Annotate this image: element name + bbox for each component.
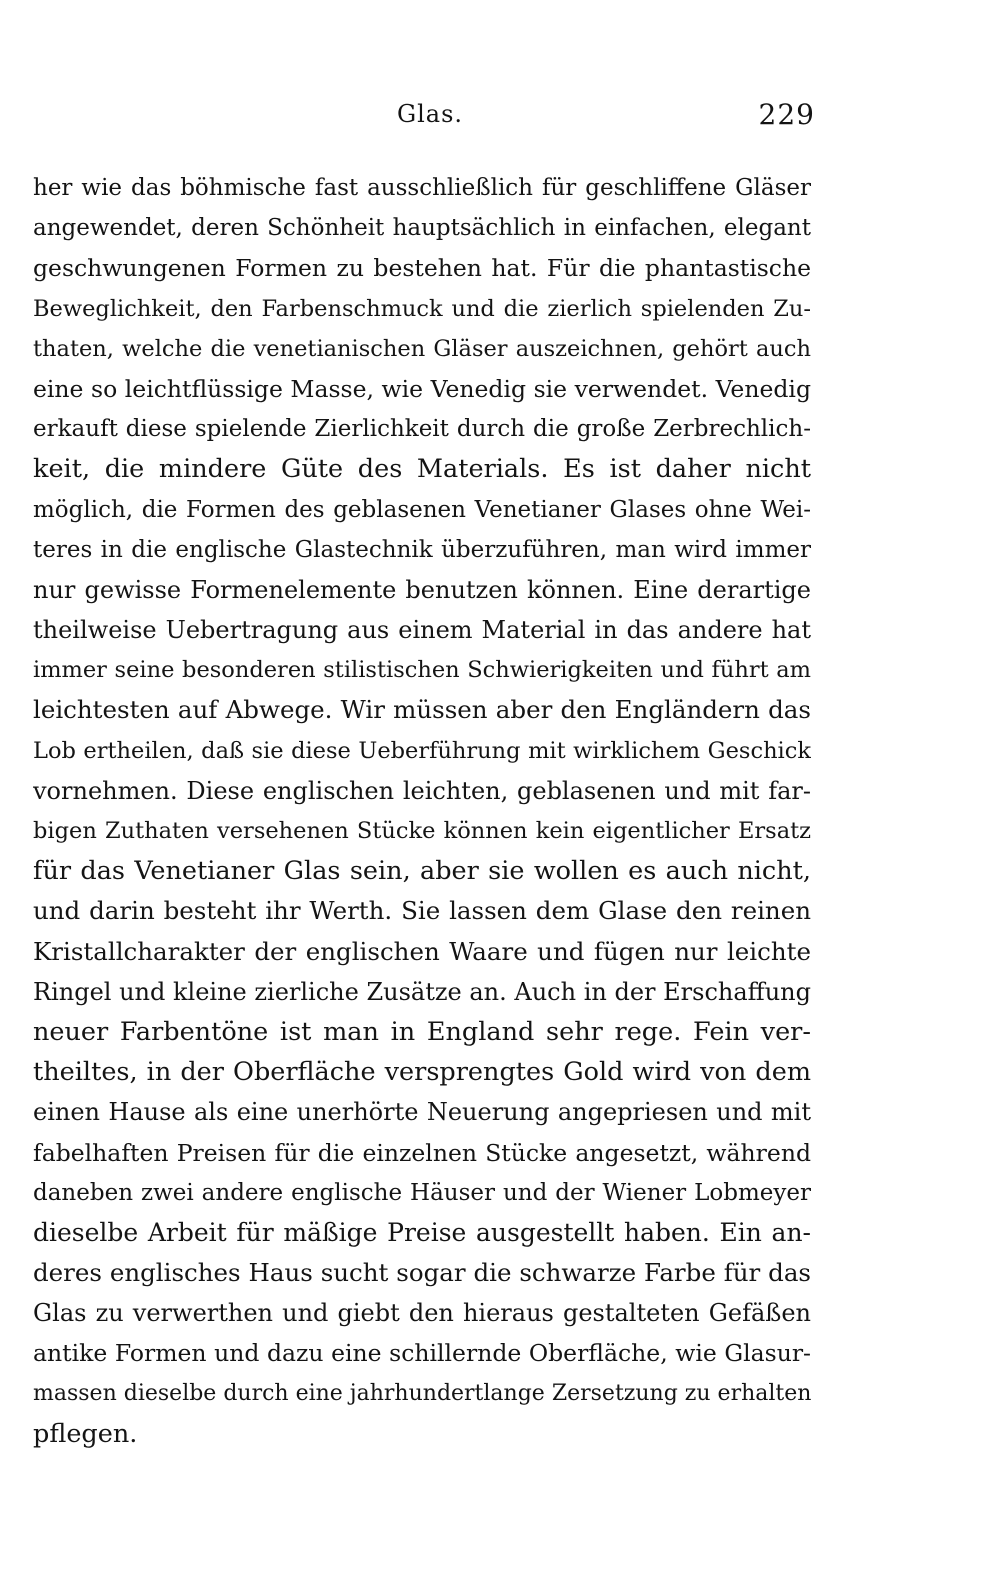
text-line: Ringel und kleine zierliche Zusätze an. Auch in der Erschaffung [33, 977, 811, 1006]
text-line: bigen Zuthaten versehenen Stücke können kein eigentlicher Ersatz [33, 818, 811, 844]
text-line: Glas zu verwerthen und giebt den hieraus gestalteten Gefäßen [33, 1299, 811, 1328]
text-line: erkauft diese spielende Zierlichkeit durch die große Zerbrechlich- [33, 416, 811, 443]
text-line: eine so leichtflüssige Masse, wie Venedig sie verwendet. Venedig [33, 374, 811, 403]
text-line: Lob ertheilen, daß sie diese Ueberführung mit wirklichem Geschick [33, 737, 811, 764]
text-line: geschwungenen Formen zu bestehen hat. Für die phantastische [33, 254, 811, 283]
body-text [33, 168, 811, 1454]
text-line: nur gewisse Formenelemente benutzen können. Eine derartige [33, 575, 811, 604]
text-line: thaten, welche die venetianischen Gläser auszeichnen, gehört auch [33, 335, 811, 362]
text-line: her wie das böhmische fast ausschließlich für geschliffene Gläser [33, 175, 811, 201]
text-line: teres in die englische Glastechnik überzuführen, man wird immer [33, 536, 811, 563]
text-line: und darin besteht ihr Werth. Sie lassen dem Glase den reinen [33, 896, 811, 926]
text-line: leichtesten auf Abwege. Wir müssen aber den Engländern das [33, 695, 811, 725]
text-line: dieselbe Arbeit für mäßige Preise ausgestellt haben. Ein an- [33, 1217, 811, 1247]
page-number: 229 [758, 98, 815, 131]
text-line: theilweise Uebertragung aus einem Material in das andere hat [33, 616, 811, 645]
text-line: keit, die mindere Güte des Materials. Es ist daher nicht [33, 454, 811, 485]
text-line: fabelhaften Preisen für die einzelnen Stücke angesetzt, während [33, 1138, 811, 1167]
text-line: Beweglichkeit, den Farbenschmuck und die zierlich spielenden Zu- [33, 295, 811, 322]
text-line: angewendet, deren Schönheit hauptsächlich in einfachen, elegant [33, 215, 811, 242]
text-line: für das Venetianer Glas sein, aber sie wollen es auch nicht, [33, 856, 811, 887]
text-line: vornehmen. Diese englischen leichten, geblasenen und mit far- [33, 776, 811, 805]
text-line: pflegen. [33, 1418, 138, 1449]
text-line: massen dieselbe durch eine jahrhundertlange Zersetzung zu erhalten [33, 1380, 811, 1406]
text-line: daneben zwei andere englische Häuser und der Wiener Lobmeyer [33, 1179, 811, 1206]
text-line: theiltes, in der Oberfläche versprengtes Gold wird von dem [33, 1057, 811, 1088]
text-line: antike Formen und dazu eine schillernde Oberfläche, wie Glasur- [33, 1339, 811, 1368]
text-line: immer seine besonderen stilistischen Schwierigkeiten und führt am [33, 657, 811, 684]
text-line: Kristallcharakter der englischen Waare und fügen nur leichte [33, 936, 811, 966]
text-line: möglich, die Formen des geblasenen Venetianer Glases ohne Wei- [33, 496, 811, 523]
text-line: deres englisches Haus sucht sogar die schwarze Farbe für das [33, 1258, 811, 1288]
running-header: Glas. [396, 100, 464, 128]
text-line: neuer Farbentöne ist man in England sehr rege. Fein ver- [33, 1016, 811, 1047]
text-line: einen Hause als eine unerhörte Neuerung angepriesen und mit [33, 1098, 811, 1127]
